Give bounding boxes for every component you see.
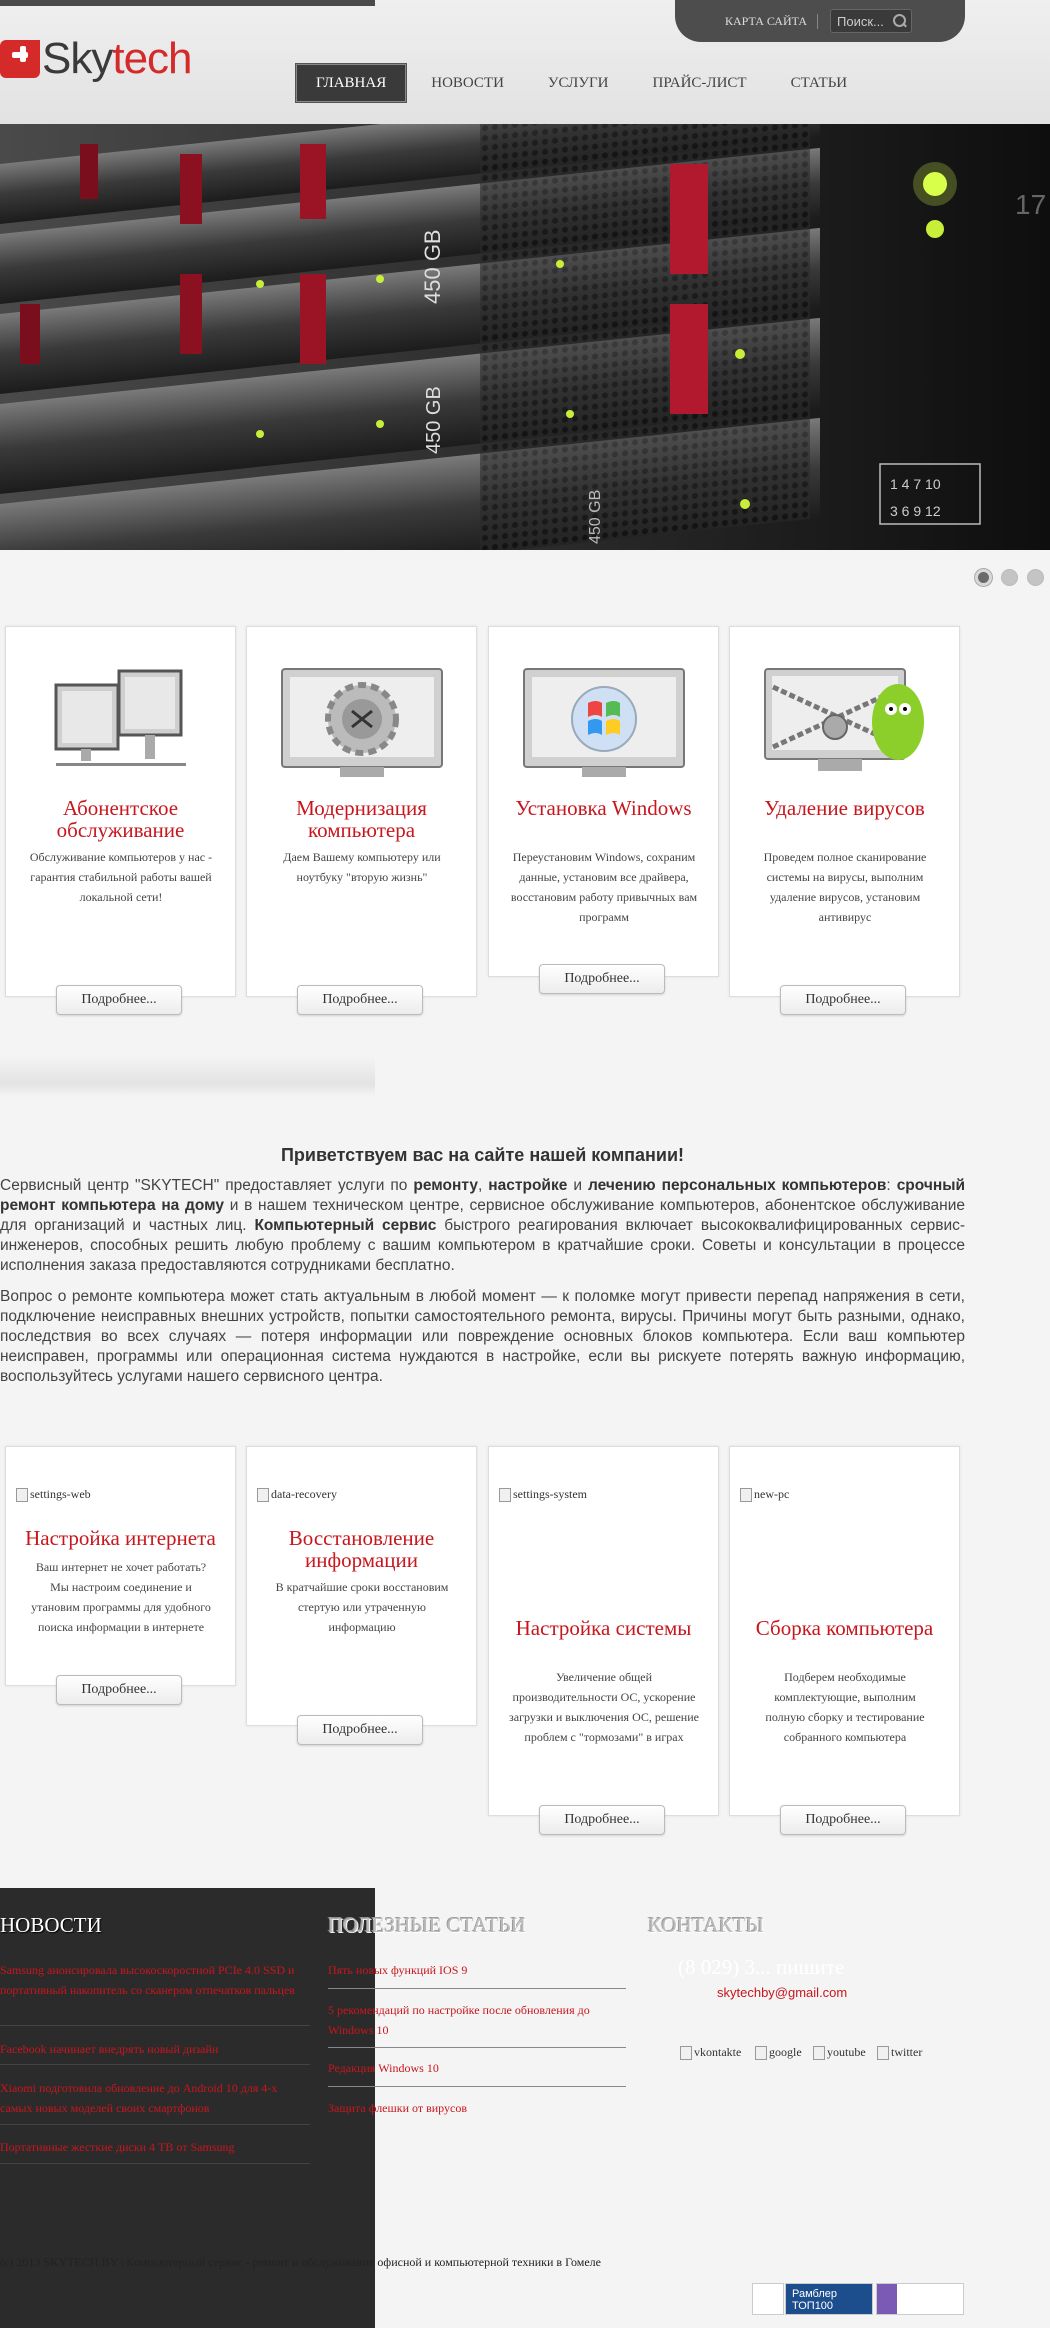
header — [0, 0, 1050, 124]
news-link[interactable]: Samsung анонсировала высокоскоростной PCIe 4.0 SSD и портативный накопитель со сканером отпечатков пальцев — [0, 1963, 295, 1997]
article-separator — [328, 2086, 626, 2087]
service-card-virus — [729, 626, 960, 997]
articles-heading: ПОЛЕЗНЫЕ СТАТЬИ — [328, 1913, 526, 1937]
news-link[interactable]: Портативные жесткие диски 4 TB от Samsung — [0, 2140, 235, 2154]
twitter-icon[interactable]: twitter — [877, 2045, 922, 2060]
service-title[interactable]: Модернизация компьютера — [296, 796, 427, 842]
article-link[interactable]: Редакция Windows 10 — [328, 2061, 439, 2075]
disk-label-2: 450 GB — [423, 386, 445, 454]
service-text: Обслуживание компьютеров у нас - гарантия стабильной работы вашей локальной сети! — [29, 850, 213, 904]
service-text: Подберем необходимые комплектующие, выполним полную сборку и тестирование собранного компьютера — [765, 1670, 925, 1744]
nav-item-articles[interactable]: СТАТЬИ — [790, 74, 848, 91]
more-button[interactable]: Подробнее... — [297, 1715, 423, 1745]
article-link[interactable]: 5 рекомендаций по настройке после обновления до Windows 10 — [328, 2003, 590, 2037]
search-input[interactable] — [830, 9, 912, 33]
sitemap-link[interactable]: КАРТА САЙТА — [725, 14, 818, 29]
service-card-windows — [488, 626, 719, 977]
service-text: Ваш интернет не хочет работать? Мы настроим соединение и утановим программы для удобного поиска информации в интернете — [31, 1560, 211, 1634]
welcome-title: Приветствуем вас на сайте нашей компании! — [280, 1145, 685, 1165]
contact-email[interactable]: skytechby@gmail.com — [717, 1985, 848, 2000]
service-title[interactable]: Удаление вирусов — [764, 796, 925, 820]
logo-text-tech: tech — [112, 34, 192, 83]
article-separator — [328, 2047, 626, 2048]
section-divider — [0, 1056, 375, 1096]
more-button[interactable]: Подробнее... — [780, 985, 906, 1015]
welcome-paragraph-2: Вопрос о ремонте компьютера может стать актуальным в любой момент — к поломке могут привести перепад напряжения в сети, подключение неисправных внешних устройств, попытки самостоятельного ремонта, вирусы. Причины могут быть разными, однако, последствия во всех случаях — потеря информации или повреждение основных блоков компьютера. Если ваш компьютер неисправен, программы или операционная система нуждаются в настройке, если вы рискуете потерять важную информацию, воспользуйтесь услугами нашего сервисного центра. — [0, 1288, 965, 1385]
rambler-counter[interactable] — [785, 2283, 873, 2315]
service-title[interactable]: Восстановление информации — [288, 1526, 435, 1572]
nav-item-price[interactable]: ПРАЙС-ЛИСТ — [652, 74, 747, 91]
panel-digits-2: 3 6 9 12 — [890, 503, 941, 519]
article-link[interactable]: Пять новых функций IOS 9 — [328, 1963, 468, 1977]
logo-icon — [0, 40, 40, 78]
settings-web-image: settings-web — [16, 1487, 91, 1502]
service-title[interactable]: Абонентское обслуживание — [56, 796, 185, 842]
nav-item-services[interactable]: УСЛУГИ — [547, 74, 609, 91]
logo-text-sky: Sky — [42, 34, 113, 83]
service-card-system — [488, 1446, 719, 1816]
copyright-text: (c) 2013 SKYTECH.BY | Компьютерный сервис - ремонт и обслуживание офисной и компьютерной техники в Гомеле — [0, 2255, 601, 2269]
news-separator — [0, 2124, 310, 2125]
top-tab — [675, 0, 965, 42]
logo[interactable] — [0, 34, 192, 84]
news-separator — [0, 2163, 310, 2164]
article-link[interactable]: Защита флешки от вирусов — [328, 2101, 468, 2115]
news-separator — [0, 2064, 310, 2065]
welcome-section — [0, 1145, 965, 1398]
rambler-label: Рамблер ТОП100 — [792, 2288, 837, 2312]
search-icon[interactable] — [893, 14, 907, 28]
counter-badge[interactable] — [752, 2283, 784, 2315]
nav-item-home[interactable]: ГЛАВНАЯ — [295, 63, 407, 103]
news-separator — [0, 2025, 310, 2026]
vkontakte-icon[interactable]: vkontakte — [680, 2045, 741, 2060]
service-title[interactable]: Настройка интернета — [25, 1526, 216, 1550]
monitors-icon — [51, 667, 191, 777]
service-text: Увеличение общей производительности ОС, ускорение загрузки и выключения ОС, решение проблем с "тормозами" в играх — [509, 1670, 699, 1744]
more-button[interactable]: Подробнее... — [56, 985, 182, 1015]
service-card-internet — [5, 1446, 236, 1686]
more-button[interactable]: Подробнее... — [297, 985, 423, 1015]
news-heading: НОВОСТИ — [0, 1913, 102, 1937]
article-separator — [328, 1988, 626, 1989]
contacts-heading: КОНТАКТЫ — [648, 1913, 764, 1937]
news-link[interactable]: Xiaomi подготовила обновление до Android 10 для 4-х самых новых моделей своих смартфонов — [0, 2081, 278, 2115]
more-button[interactable]: Подробнее... — [56, 1675, 182, 1705]
search-placeholder: Поиск... — [837, 13, 884, 29]
hero-slider-image — [0, 124, 1050, 550]
corner-number: 17 — [1015, 189, 1047, 220]
service-card-subscription — [5, 626, 236, 997]
top-bar — [0, 0, 375, 6]
service-text: В кратчайшие сроки восстановим стертую или утраченную информацию — [275, 1580, 449, 1634]
more-button[interactable]: Подробнее... — [539, 964, 665, 994]
settings-system-image: settings-system — [499, 1487, 587, 1502]
service-title[interactable]: Настройка системы — [515, 1616, 692, 1640]
service-card-upgrade — [246, 626, 477, 997]
service-text: Переустановим Windows, сохраним данные, установим все драйвера, восстановим работу привычных вам программ — [510, 850, 698, 924]
slider-dot-1[interactable] — [975, 569, 992, 586]
google-icon[interactable]: google — [755, 2045, 802, 2060]
gear-monitor-icon — [280, 667, 444, 782]
more-button[interactable]: Подробнее... — [539, 1805, 665, 1835]
service-card-assembly — [729, 1446, 960, 1816]
panel-digits-1: 1 4 7 10 — [890, 476, 941, 492]
slider-dot-3[interactable] — [1027, 569, 1044, 586]
service-text: Даем Вашему компьютеру или ноутбуку "вторую жизнь" — [283, 850, 441, 884]
slider-dots — [975, 569, 1050, 586]
virus-lock-icon — [763, 667, 933, 782]
new-pc-image: new-pc — [740, 1487, 789, 1502]
welcome-paragraph-1: Сервисный центр "SKYTECH" предоставляет услуги по ремонту, настройке и лечению персональных компьютеров: срочный ремонт компьютера на дому и в нашем техническом центре, сервисное обслуживание компьютеров, абонентское обслуживание для организаций и частных лиц. Компьютерный сервис быстрого реагирования включает высококвалифицированных сервис-инженеров, способных решить любую проблему с вашим компьютером в кратчайшие сроки. Советы и консультации в процессе исполнения заказа предоставляются сотрудниками бесплатно. — [0, 1177, 966, 1274]
slider-dot-2[interactable] — [1001, 569, 1018, 586]
windows-monitor-icon — [522, 667, 686, 782]
disk-label-3: 450 GB — [587, 489, 604, 544]
service-title[interactable]: Установка Windows — [515, 796, 692, 820]
contacts-phone: (8 029) 3... пишите — [678, 1955, 845, 1979]
data-recovery-image: data-recovery — [257, 1487, 337, 1502]
stats-counter[interactable] — [876, 2283, 964, 2315]
service-card-recovery — [246, 1446, 477, 1726]
service-title[interactable]: Сборка компьютера — [755, 1616, 934, 1640]
youtube-icon[interactable]: youtube — [813, 2045, 866, 2060]
main-nav — [295, 63, 871, 103]
nav-item-news[interactable]: НОВОСТИ — [431, 74, 504, 91]
disk-label-1: 450 GB — [420, 229, 445, 304]
more-button[interactable]: Подробнее... — [780, 1805, 906, 1835]
service-text: Проведем полное сканирование системы на вирусы, выполним удаление вирусов, установим антивирус — [763, 850, 927, 924]
news-link[interactable]: Facebook начинает внедрять новый дизайн — [0, 2042, 219, 2056]
